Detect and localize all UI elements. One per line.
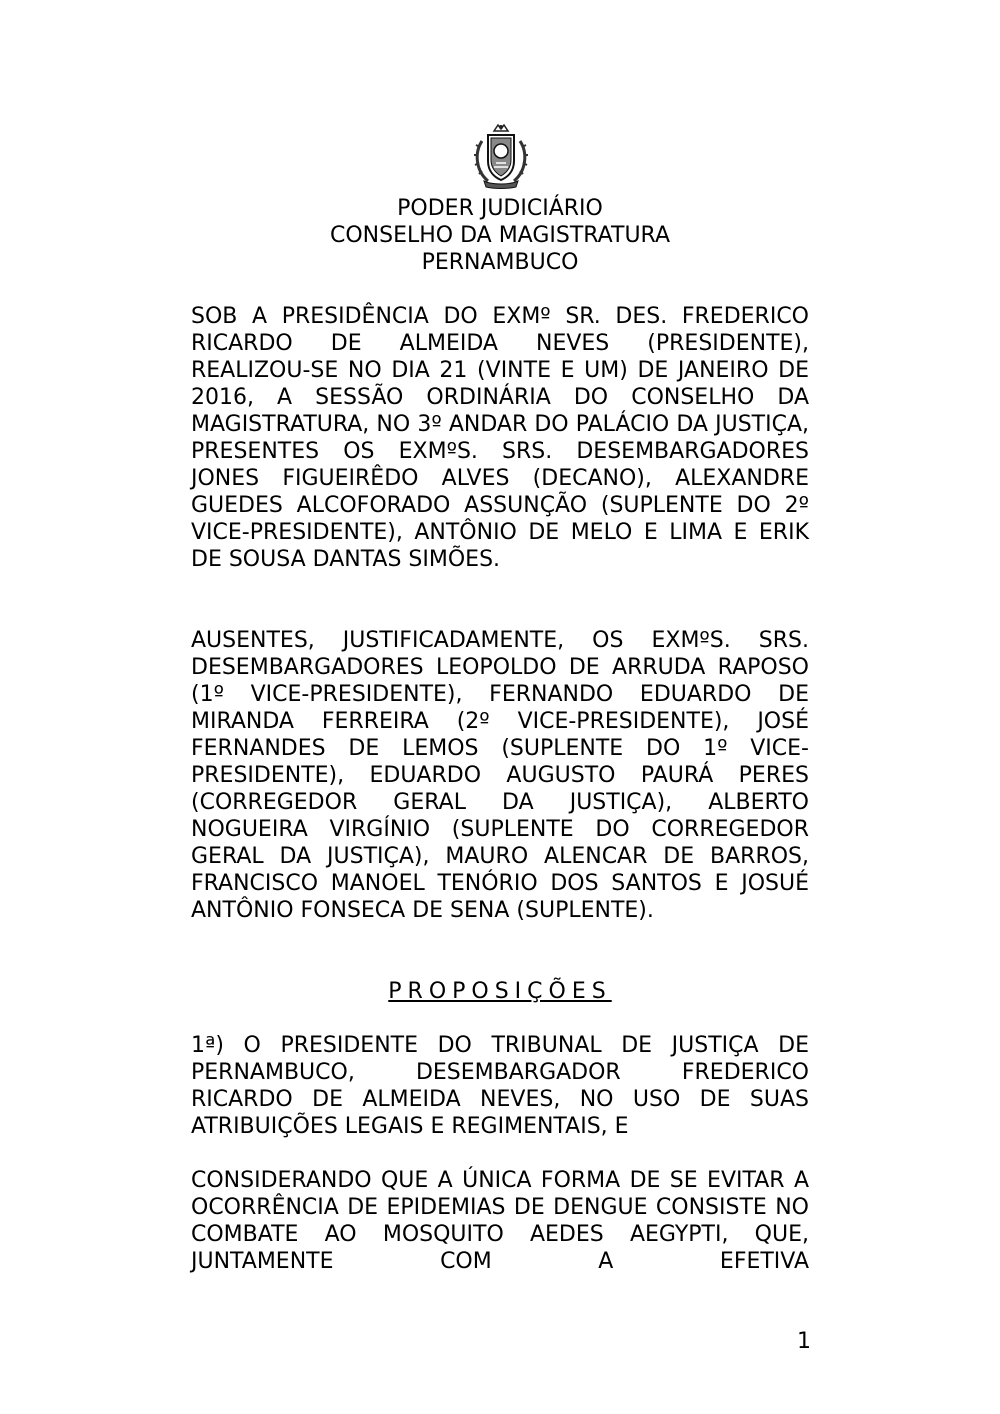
document-header	[0, 195, 1000, 276]
paragraph-considering: CONSIDERANDO QUE A ÚNICA FORMA DE SE EVITAR A OCORRÊNCIA DE EPIDEMIAS DE DENGUE CONSISTE NO COMBATE AO MOSQUITO AEDES AEGYPTI, QUE, JUNTAMENTE COM A EFETIVA	[191, 1168, 809, 1274]
paragraph-absentees: AUSENTES, JUSTIFICADAMENTE, OS EXMºS. SRS. DESEMBARGADORES LEOPOLDO DE ARRUDA RAPOSO (1º VICE-PRESIDENTE), FERNANDO EDUARDO DE MIRANDA FERREIRA (2º VICE-PRESIDENTE), JOSÉ FERNANDES DE LEMOS (SUPLENTE DO 1º VICE-PRESIDENTE), EDUARDO AUGUSTO PAURÁ PERES (CORREGEDOR GERAL DA JUSTIÇA), ALBERTO NOGUEIRA VIRGÍNIO (SUPLENTE DO CORREGEDOR GERAL DA JUSTIÇA), MAURO ALENCAR DE BARROS, FRANCISCO MANOEL TENÓRIO DOS SANTOS E JOSUÉ ANTÔNIO FONSECA DE SENA (SUPLENTE).	[191, 628, 809, 923]
header-line-state: PERNAMBUCO	[421, 250, 579, 275]
paragraph-session-opening: SOB A PRESIDÊNCIA DO EXMº SR. DES. FREDERICO RICARDO DE ALMEIDA NEVES (PRESIDENTE), REALIZOU-SE NO DIA 21 (VINTE E UM) DE JANEIRO DE 2016, A SESSÃO ORDINÁRIA DO CONSELHO DA MAGISTRATURA, NO 3º ANDAR DO PALÁCIO DA JUSTIÇA, PRESENTES OS EXMºS. SRS. DESEMBARGADORES JONES FIGUEIRÊDO ALVES (DECANO), ALEXANDRE GUEDES ALCOFORADO ASSUNÇÃO (SUPLENTE DO 2º VICE-PRESIDENTE), ANTÔNIO DE MELO E LIMA E ERIK DE SOUSA DANTAS SIMÕES.	[191, 304, 809, 572]
section-title-text: PROPOSIÇÕES	[388, 979, 612, 1004]
section-title	[0, 978, 1000, 1005]
coat-of-arms-icon	[472, 123, 530, 189]
paragraph-proposition-1: 1ª) O PRESIDENTE DO TRIBUNAL DE JUSTIÇA DE PERNAMBUCO, DESEMBARGADOR FREDERICO RICARDO DE ALMEIDA NEVES, NO USO DE SUAS ATRIBUIÇÕES LEGAIS E REGIMENTAIS, E	[191, 1033, 809, 1139]
header-line-council: CONSELHO DA MAGISTRATURA	[329, 223, 670, 248]
page-number: 1	[797, 1329, 811, 1354]
header-line-institution: PODER JUDICIÁRIO	[397, 196, 603, 221]
